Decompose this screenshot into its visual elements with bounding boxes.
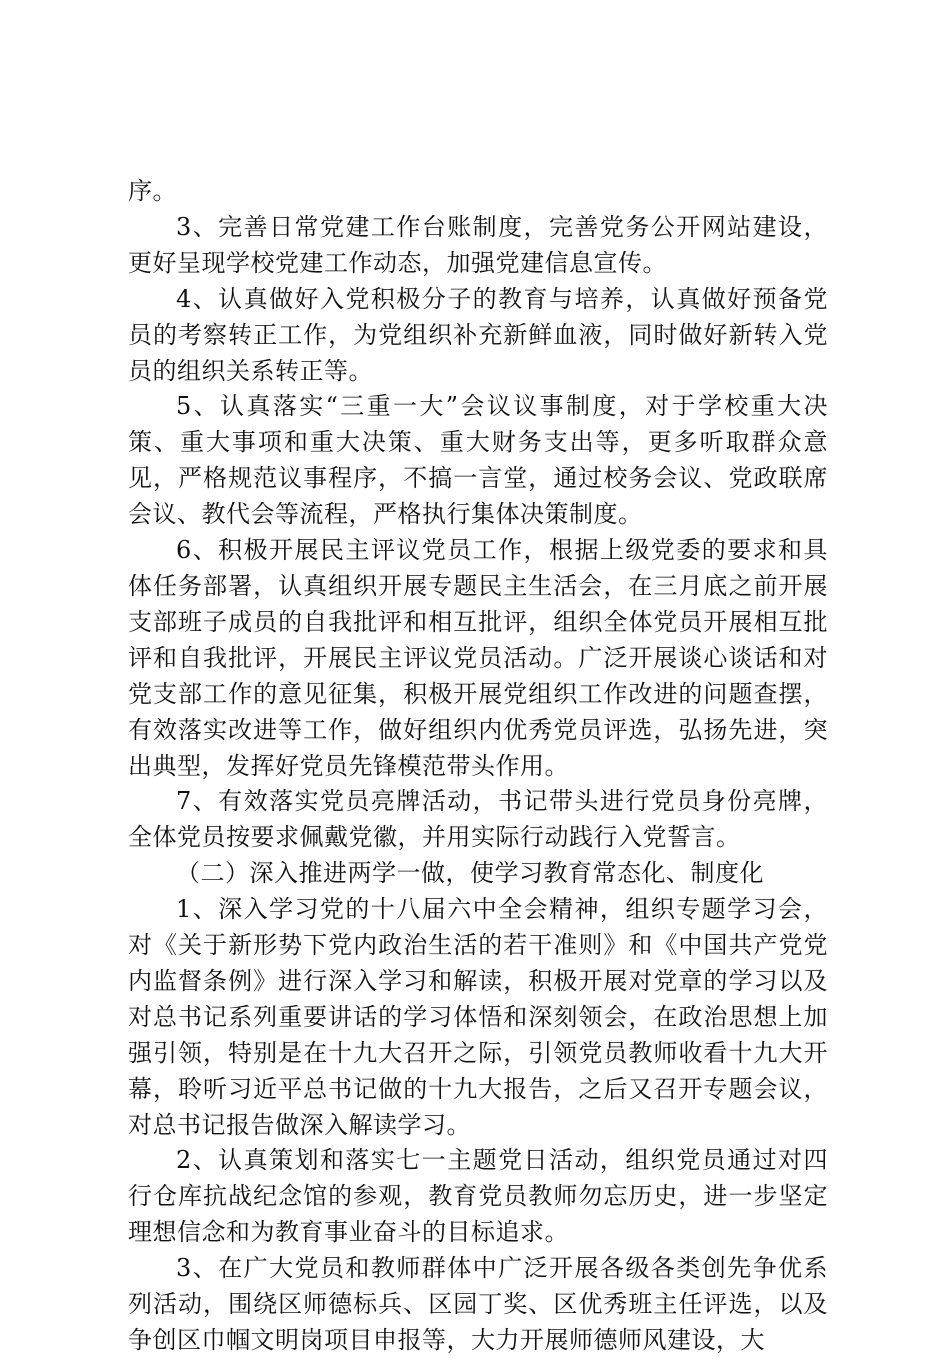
paragraph-study-1: 1、深入学习党的十八届六中全会精神，组织专题学习会，对《关于新形势下党内政治生活的若干准则》和《中国共产党党内监督条例》进行深入学习和解读，积极开展对党章的学习以及对总书记系列重要讲话的学习体悟和深刻领会，在政治思想上加强引领，特别是在十九大召开之际，引领党员教师收看十九大开幕，聆听习近平总书记做的十九大报告，之后又召开专题会议，对总书记报告做深入解读学习。 <box>128 895 828 1139</box>
document-body <box>128 174 828 1359</box>
paragraph-item-4-members: 4、认真做好入党积极分子的教育与培养，认真做好预备党员的考察转正工作，为党组织补充新鲜血液，同时做好新转入党员的组织关系转正等。 <box>128 284 828 385</box>
paragraph-item-7-badge: 7、有效落实党员亮牌活动，书记带头进行党员身份亮牌，全体党员按要求佩戴党徽，并用实际行动践行入党誓言。 <box>128 787 828 852</box>
paragraph-item-3-ledger: 3、完善日常党建工作台账制度，完善党务公开网站建设，更好呈现学校党建工作动态，加强党建信息宣传。 <box>128 212 828 277</box>
section-heading-2: （二）深入推进两学一做，使学习教育常态化、制度化 <box>176 859 764 888</box>
paragraph-item-6-evaluation: 6、积极开展民主评议党员工作，根据上级党委的要求和具体任务部署，认真组织开展专题民主生活会，在三月底之前开展支部班子成员的自我批评和相互批评，组织全体党员开展相互批评和自我批评，开展民主评议党员活动。广泛开展谈心谈话和对党支部工作的意见征集，积极开展党组织工作改进的问题查摆，有效落实改进等工作，做好组织内优秀党员评选，弘扬先进，突出典型，发挥好党员先锋模范带头作用。 <box>128 536 828 780</box>
paragraph-study-3: 3、在广大党员和教师群体中广泛开展各级各类创先争优系列活动，围绕区师德标兵、区园丁奖、区优秀班主任评选，以及争创区巾帼文明岗项目申报等，大力开展师德师风建设，大 <box>128 1254 828 1354</box>
paragraph-study-2: 2、认真策划和落实七一主题党日活动，组织党员通过对四行仓库抗战纪念馆的参观，教育党员教师勿忘历史，进一步坚定理想信念和为教育事业奋斗的目标追求。 <box>128 1146 828 1247</box>
paragraph-continuation: 序。 <box>128 177 177 205</box>
paragraph-item-5-decisions: 5、认真落实“三重一大”会议议事制度，对于学校重大决策、重大事项和重大决策、重大财务支出等，更多听取群众意见，严格规范议事程序，不搞一言堂，通过校务会议、党政联席会议、教代会等流程，严格执行集体决策制度。 <box>128 392 828 529</box>
